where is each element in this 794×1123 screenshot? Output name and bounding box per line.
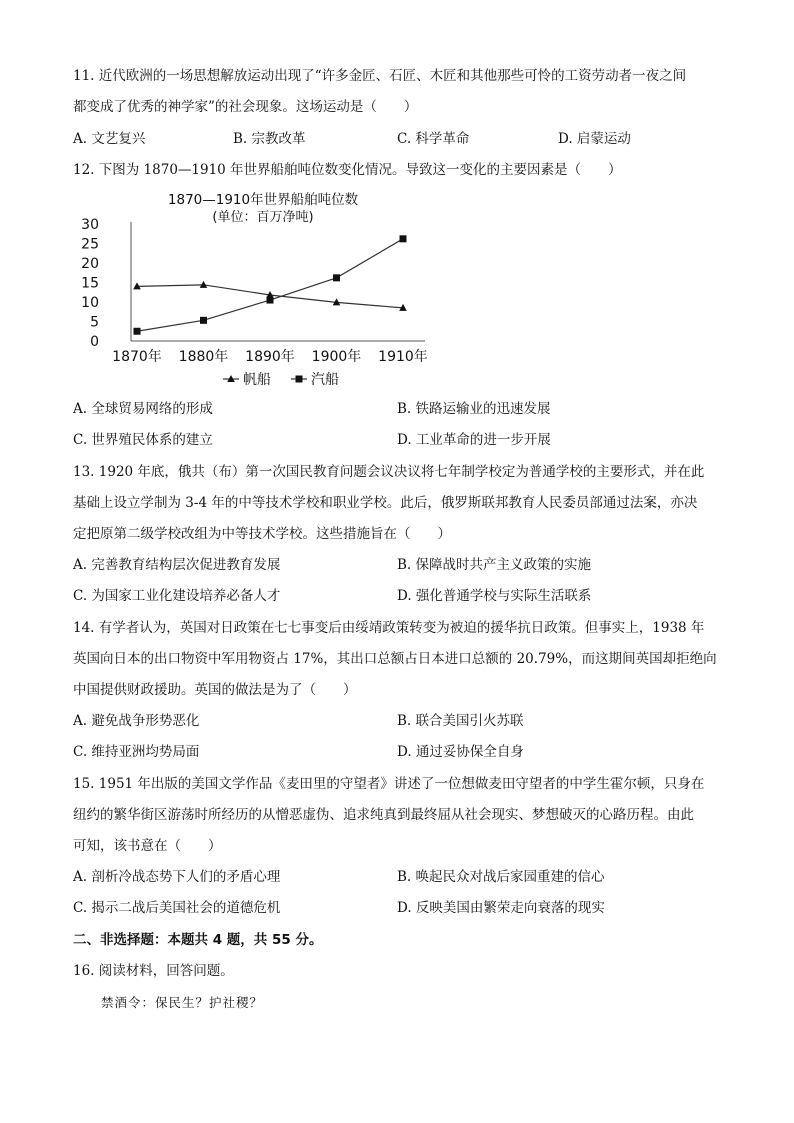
x-tick-label: 1880年 [178, 349, 229, 365]
chart-axes [131, 222, 425, 341]
x-tick-label: 1900年 [311, 349, 362, 365]
q11-option-d[interactable]: D. 启蒙运动 [558, 131, 631, 147]
q14-stem-line2: 英国向日本的出口物资中军用物资占 17%，其出口总额占日本进口总额的 20.79%，而这期间英国却拒绝向 [73, 651, 717, 667]
q11-stem-line2: 都变成了优秀的神学家”的社会现象。这场运动是（ ） [73, 99, 418, 115]
q15-stem-line1: 15. 1951 年出版的美国文学作品《麦田里的守望者》讲述了一位想做麦田守望者的中学生霍尔顿，只身在 [73, 776, 705, 792]
y-tick-label: 0 [90, 334, 99, 350]
x-tick-label: 1870年 [112, 349, 162, 365]
ship-tonnage-chart [73, 186, 443, 392]
q11-option-b[interactable]: B. 宗教改革 [233, 131, 306, 147]
q12-option-a[interactable]: A. 全球贸易网络的形成 [73, 401, 213, 417]
q13-option-d[interactable]: D. 强化普通学校与实际生活联系 [397, 588, 592, 604]
q13-option-c[interactable]: C. 为国家工业化建设培养必备人才 [73, 588, 281, 604]
q11-option-a[interactable]: A. 文艺复兴 [73, 131, 146, 147]
chart-title: 1870—1910年世界船舶吨位数 [167, 192, 359, 208]
q14-option-b[interactable]: B. 联合美国引火苏联 [397, 713, 524, 729]
q14-option-d[interactable]: D. 通过妥协保全自身 [397, 744, 524, 760]
legend-label: 汽船 [311, 372, 339, 388]
chart-x-ticks [112, 348, 428, 365]
q13-stem-line3: 定把原第二级学校改组为中等技术学校。这些措施旨在（ ） [73, 526, 451, 542]
q14-option-c[interactable]: C. 维持亚洲均势局面 [73, 744, 200, 760]
data-point-square [333, 274, 340, 281]
legend-label: 帆船 [243, 372, 271, 388]
x-tick-label: 1910年 [378, 349, 428, 365]
q12-option-b[interactable]: B. 铁路运输业的迅速发展 [397, 401, 551, 417]
q12-stem-line1: 12. 下图为 1870—1910 年世界船舶吨位数变化情况。导致这一变化的主要因素是（ ） [73, 162, 622, 178]
q15-option-b[interactable]: B. 唤起民众对战后家园重建的信心 [397, 869, 605, 885]
q15-stem-line3: 可知，该书意在（ ） [73, 838, 222, 854]
y-tick-label: 10 [81, 295, 99, 311]
q12-option-d[interactable]: D. 工业革命的进一步开展 [397, 432, 551, 448]
legend-marker-square [296, 376, 303, 383]
y-tick-label: 15 [81, 275, 99, 292]
x-tick-label: 1890年 [245, 349, 295, 365]
q16-stem: 16. 阅读材料，回答问题。 [73, 963, 234, 979]
section-2-heading: 二、非选择题：本题共 4 题，共 55 分。 [73, 932, 323, 948]
q13-option-a[interactable]: A. 完善教育结构层次促进教育发展 [73, 557, 281, 573]
data-point-square [267, 297, 274, 304]
q15-option-c[interactable]: C. 揭示二战后美国社会的道德危机 [73, 900, 281, 916]
q12-option-c[interactable]: C. 世界殖民体系的建立 [73, 432, 213, 448]
q13-stem-line2: 基础上设立学制为 3-4 年的中等技术学校和职业学校。此后，俄罗斯联邦教育人民委员部通过法案，亦决 [73, 495, 698, 511]
y-tick-label: 5 [90, 314, 99, 331]
y-tick-label: 30 [81, 217, 99, 233]
chart-y-ticks [81, 217, 99, 350]
q15-option-a[interactable]: A. 剖析冷战态势下人们的矛盾心理 [73, 869, 281, 885]
data-point-square [134, 328, 141, 335]
q13-stem-line1: 13. 1920 年底，俄共（布）第一次国民教育问题会议决议将七年制学校定为普通学校的主要形式，并在此 [73, 464, 705, 480]
data-point-square [200, 317, 207, 324]
q11-option-c[interactable]: C. 科学革命 [397, 131, 470, 147]
q13-option-b[interactable]: B. 保障战时共产主义政策的实施 [397, 557, 592, 573]
chart-subtitle: (单位：百万净吨) [212, 210, 314, 225]
q14-stem-line1: 14. 有学者认为，英国对日政策在七七事变后由绥靖政策转变为被迫的援华抗日政策。但事实上，1938 年 [73, 620, 705, 636]
q15-option-d[interactable]: D. 反映美国由繁荣走向衰落的现实 [397, 900, 605, 916]
q14-stem-line3: 中国提供财政援助。英国的做法是为了（ ） [73, 682, 357, 698]
q16-material-title: 禁酒令：保民生？护社稷？ [101, 995, 264, 1010]
chart-legend [223, 371, 339, 388]
y-tick-label: 25 [81, 236, 99, 253]
data-point-square [400, 235, 407, 242]
q15-stem-line2: 纽约的繁华街区游荡时所经历的从憎恶虚伪、追求纯真到最终屈从社会现实、梦想破灭的心路历程。由此 [73, 807, 694, 823]
q11-stem-line1: 11. 近代欧洲的一场思想解放运动出现了“许多金匠、石匠、木匠和其他那些可怜的工资劳动者一夜之间 [73, 68, 687, 84]
y-tick-label: 20 [81, 256, 99, 272]
chart-series [133, 235, 407, 334]
q14-option-a[interactable]: A. 避免战争形势恶化 [73, 713, 200, 729]
